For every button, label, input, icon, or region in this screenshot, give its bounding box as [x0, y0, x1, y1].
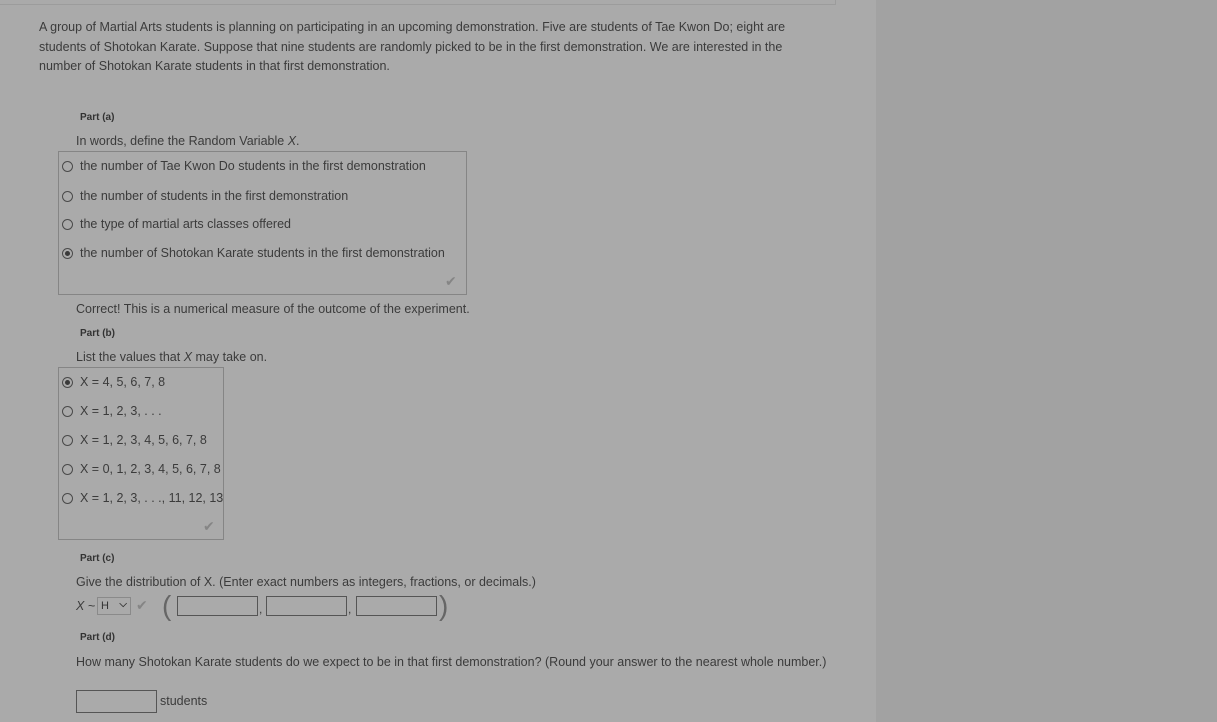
part-a-option-2[interactable]: [62, 189, 348, 203]
option-label: the number of Tae Kwon Do students in the first demonstration: [80, 159, 426, 173]
part-b-option-1[interactable]: [62, 375, 165, 389]
unit-label: students: [160, 694, 208, 708]
right-paren: ): [439, 590, 449, 621]
part-b-prompt-prefix: List the values that: [76, 350, 184, 364]
part-a-option-3[interactable]: [62, 217, 291, 231]
part-a-prompt-var: X: [287, 134, 297, 148]
radio-button-selected[interactable]: [62, 377, 73, 388]
comma-separator: ,: [348, 602, 352, 616]
checkmark-icon: ✔: [203, 518, 215, 534]
radio-button[interactable]: [62, 493, 73, 504]
part-a-option-4[interactable]: [62, 246, 445, 260]
option-label: X = 1, 2, 3, 4, 5, 6, 7, 8: [80, 433, 207, 447]
distribution-label: X ~: [76, 599, 96, 613]
option-label: X = 1, 2, 3, . . ., 11, 12, 13: [80, 491, 224, 505]
part-c-title: Part (c): [80, 553, 115, 564]
param-input-1[interactable]: [177, 596, 258, 616]
part-b-option-3[interactable]: [62, 433, 207, 447]
expected-value-input[interactable]: [76, 690, 157, 713]
part-c-prompt: Give the distribution of X. (Enter exact numbers as integers, fractions, or decimals.): [76, 575, 536, 589]
option-label: X = 1, 2, 3, . . .: [80, 404, 162, 418]
part-d-prompt: How many Shotokan Karate students do we expect to be in that first demonstration? (Round your answer to the nearest whole number.): [76, 655, 827, 669]
param-input-2[interactable]: [266, 596, 347, 616]
comma-separator: ,: [259, 602, 263, 616]
part-a-prompt-suffix: .: [296, 134, 300, 148]
part-a-option-1[interactable]: [62, 159, 426, 173]
option-label: X = 0, 1, 2, 3, 4, 5, 6, 7, 8: [80, 462, 221, 476]
left-paren: (: [162, 590, 172, 621]
option-label: the number of students in the first demonstration: [80, 189, 349, 203]
distribution-select-value: H: [101, 600, 109, 612]
part-b-options-box: [58, 367, 224, 540]
checkmark-icon: ✔: [445, 273, 457, 289]
checkmark-icon: ✔: [136, 597, 148, 613]
part-b-option-5[interactable]: [62, 491, 223, 505]
right-side-panel: [876, 0, 1217, 722]
part-b-prompt: [76, 350, 267, 364]
radio-button-selected[interactable]: [62, 248, 73, 259]
problem-statement: A group of Martial Arts students is planning on participating in an upcoming demonstration. Five are students of Tae Kwon Do; eight are students of Shotokan Karate. Suppose that nine students are randomly picked to be in the first demonstration. We are interested in the number of Shotokan Karate students in that first demonstration.: [39, 20, 786, 73]
radio-button[interactable]: [62, 464, 73, 475]
param-input-3[interactable]: [356, 596, 437, 616]
part-a-feedback: Correct! This is a numerical measure of the outcome of the experiment.: [76, 302, 470, 316]
radio-button[interactable]: [62, 219, 73, 230]
part-d-title: Part (d): [80, 632, 115, 643]
part-b-prompt-suffix: may take on.: [192, 350, 268, 364]
radio-button[interactable]: [62, 435, 73, 446]
part-b-option-2[interactable]: [62, 404, 162, 418]
part-b-title: Part (b): [80, 328, 115, 339]
part-b-option-4[interactable]: [62, 462, 221, 476]
part-a-prompt: [76, 134, 300, 148]
option-label: the type of martial arts classes offered: [80, 217, 291, 231]
distribution-select[interactable]: [97, 597, 131, 615]
radio-button[interactable]: [62, 406, 73, 417]
part-a-prompt-prefix: In words, define the Random Variable: [76, 134, 288, 148]
radio-button[interactable]: [62, 161, 73, 172]
top-divider: [0, 0, 836, 5]
chevron-down-icon: ⌵: [119, 599, 127, 610]
option-label: the number of Shotokan Karate students in the first demonstration: [80, 246, 445, 260]
radio-button[interactable]: [62, 191, 73, 202]
part-b-prompt-var: X: [183, 350, 193, 364]
option-label: X = 4, 5, 6, 7, 8: [80, 375, 166, 389]
part-a-title: Part (a): [80, 112, 115, 123]
